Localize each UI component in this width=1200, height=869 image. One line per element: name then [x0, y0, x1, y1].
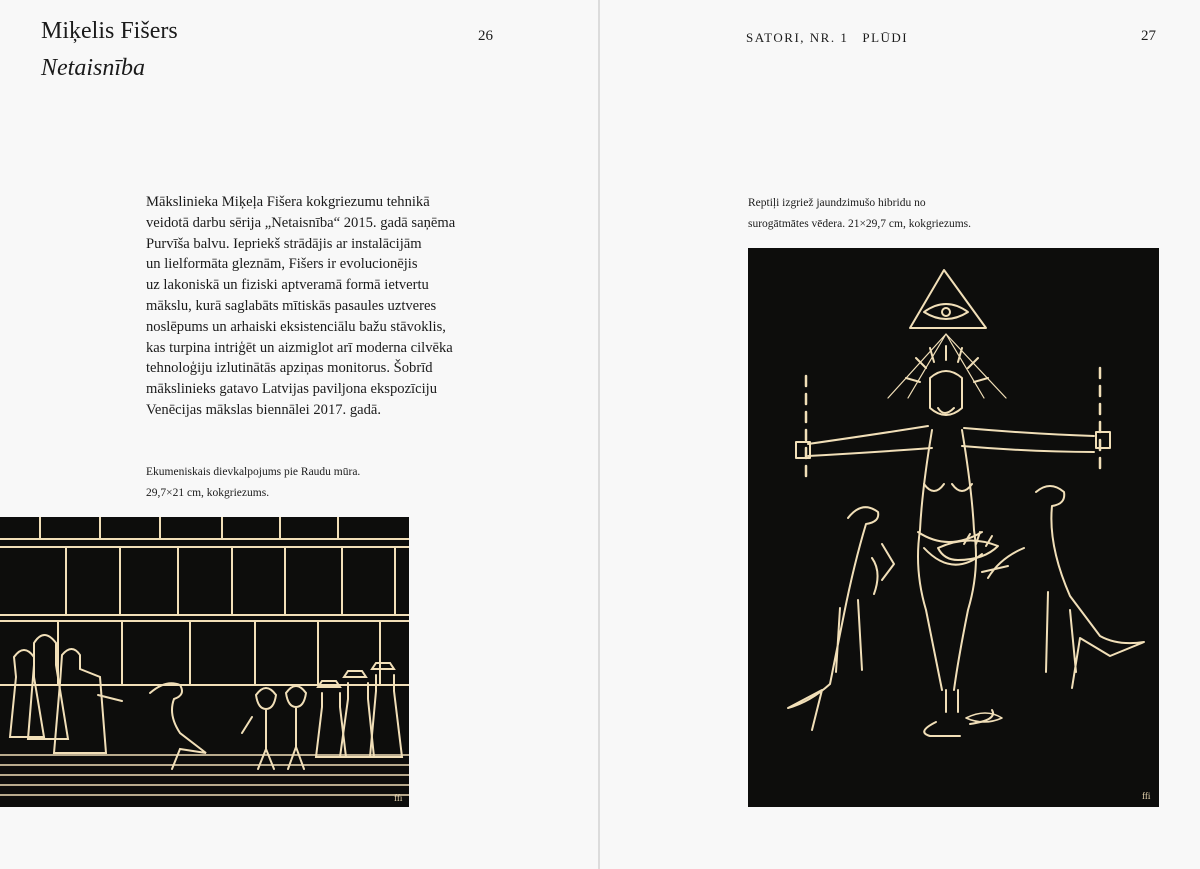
caption-line: surogātmātes vēdera. 21×29,7 cm, kokgriezums. — [748, 218, 972, 230]
right-artwork-caption — [748, 193, 1048, 235]
body-line: uz lakoniskā un fiziski aptveramā formā ietvertu — [146, 277, 429, 294]
caption-line: 29,7×21 cm, kokgriezums. — [146, 487, 270, 499]
wailing-wall-illustration — [0, 517, 409, 807]
artist-monogram-left: ffi — [394, 793, 403, 803]
body-line: tehnoloģiju izlutinātās apziņas monitorus. Šobrīd — [146, 360, 433, 377]
caption-line: Ekumeniskais dievkalpojums pie Raudu mūra. — [146, 466, 361, 478]
body-line: Venēcijas mākslas biennālei 2017. gadā. — [146, 401, 382, 418]
intro-paragraph — [146, 192, 506, 421]
left-artwork-caption — [146, 462, 446, 504]
woodcut-reptiles-hybrid — [748, 248, 1159, 807]
section-name: PLŪDI — [862, 30, 909, 45]
body-line: Mākslinieka Miķeļa Fišera kokgriezumu tehnikā — [146, 194, 430, 210]
woodcut-wailing-wall — [0, 517, 409, 807]
body-line: mākslu, kurā saglabāts mītiskās pasaules uztveres — [146, 297, 437, 314]
reptiles-hybrid-illustration — [748, 248, 1159, 807]
left-page — [0, 0, 599, 869]
right-page — [600, 0, 1200, 869]
body-line: veidotā darbu sērija „Netaisnība“ 2015. gadā saņēma — [146, 214, 456, 231]
running-head — [746, 30, 908, 46]
page-number-right: 27 — [1141, 28, 1156, 44]
journal-issue: SATORI, NR. 1 — [746, 30, 849, 45]
body-line: noslēpums un arhaiski eksistenciālu bažu stāvoklis, — [146, 318, 446, 335]
author-name: Miķelis Fišers — [41, 18, 178, 44]
article-title: Netaisnība — [41, 55, 146, 81]
caption-line: Reptiļi izgriež jaundzimušo hibridu no — [748, 197, 926, 209]
artist-monogram-right: ffi — [1142, 791, 1151, 801]
body-line: un lielformāta gleznām, Fišers ir evolucionējis — [146, 256, 418, 273]
body-line: kas turpina intriģēt un aizmiglot arī moderna cilvēka — [146, 339, 453, 356]
page-number-left: 26 — [478, 28, 493, 44]
body-line: mākslinieks gatavo Latvijas paviljona ekspozīciju — [146, 381, 437, 398]
body-line: Purvīša balvu. Iepriekš strādājis ar instalācijām — [146, 235, 422, 252]
